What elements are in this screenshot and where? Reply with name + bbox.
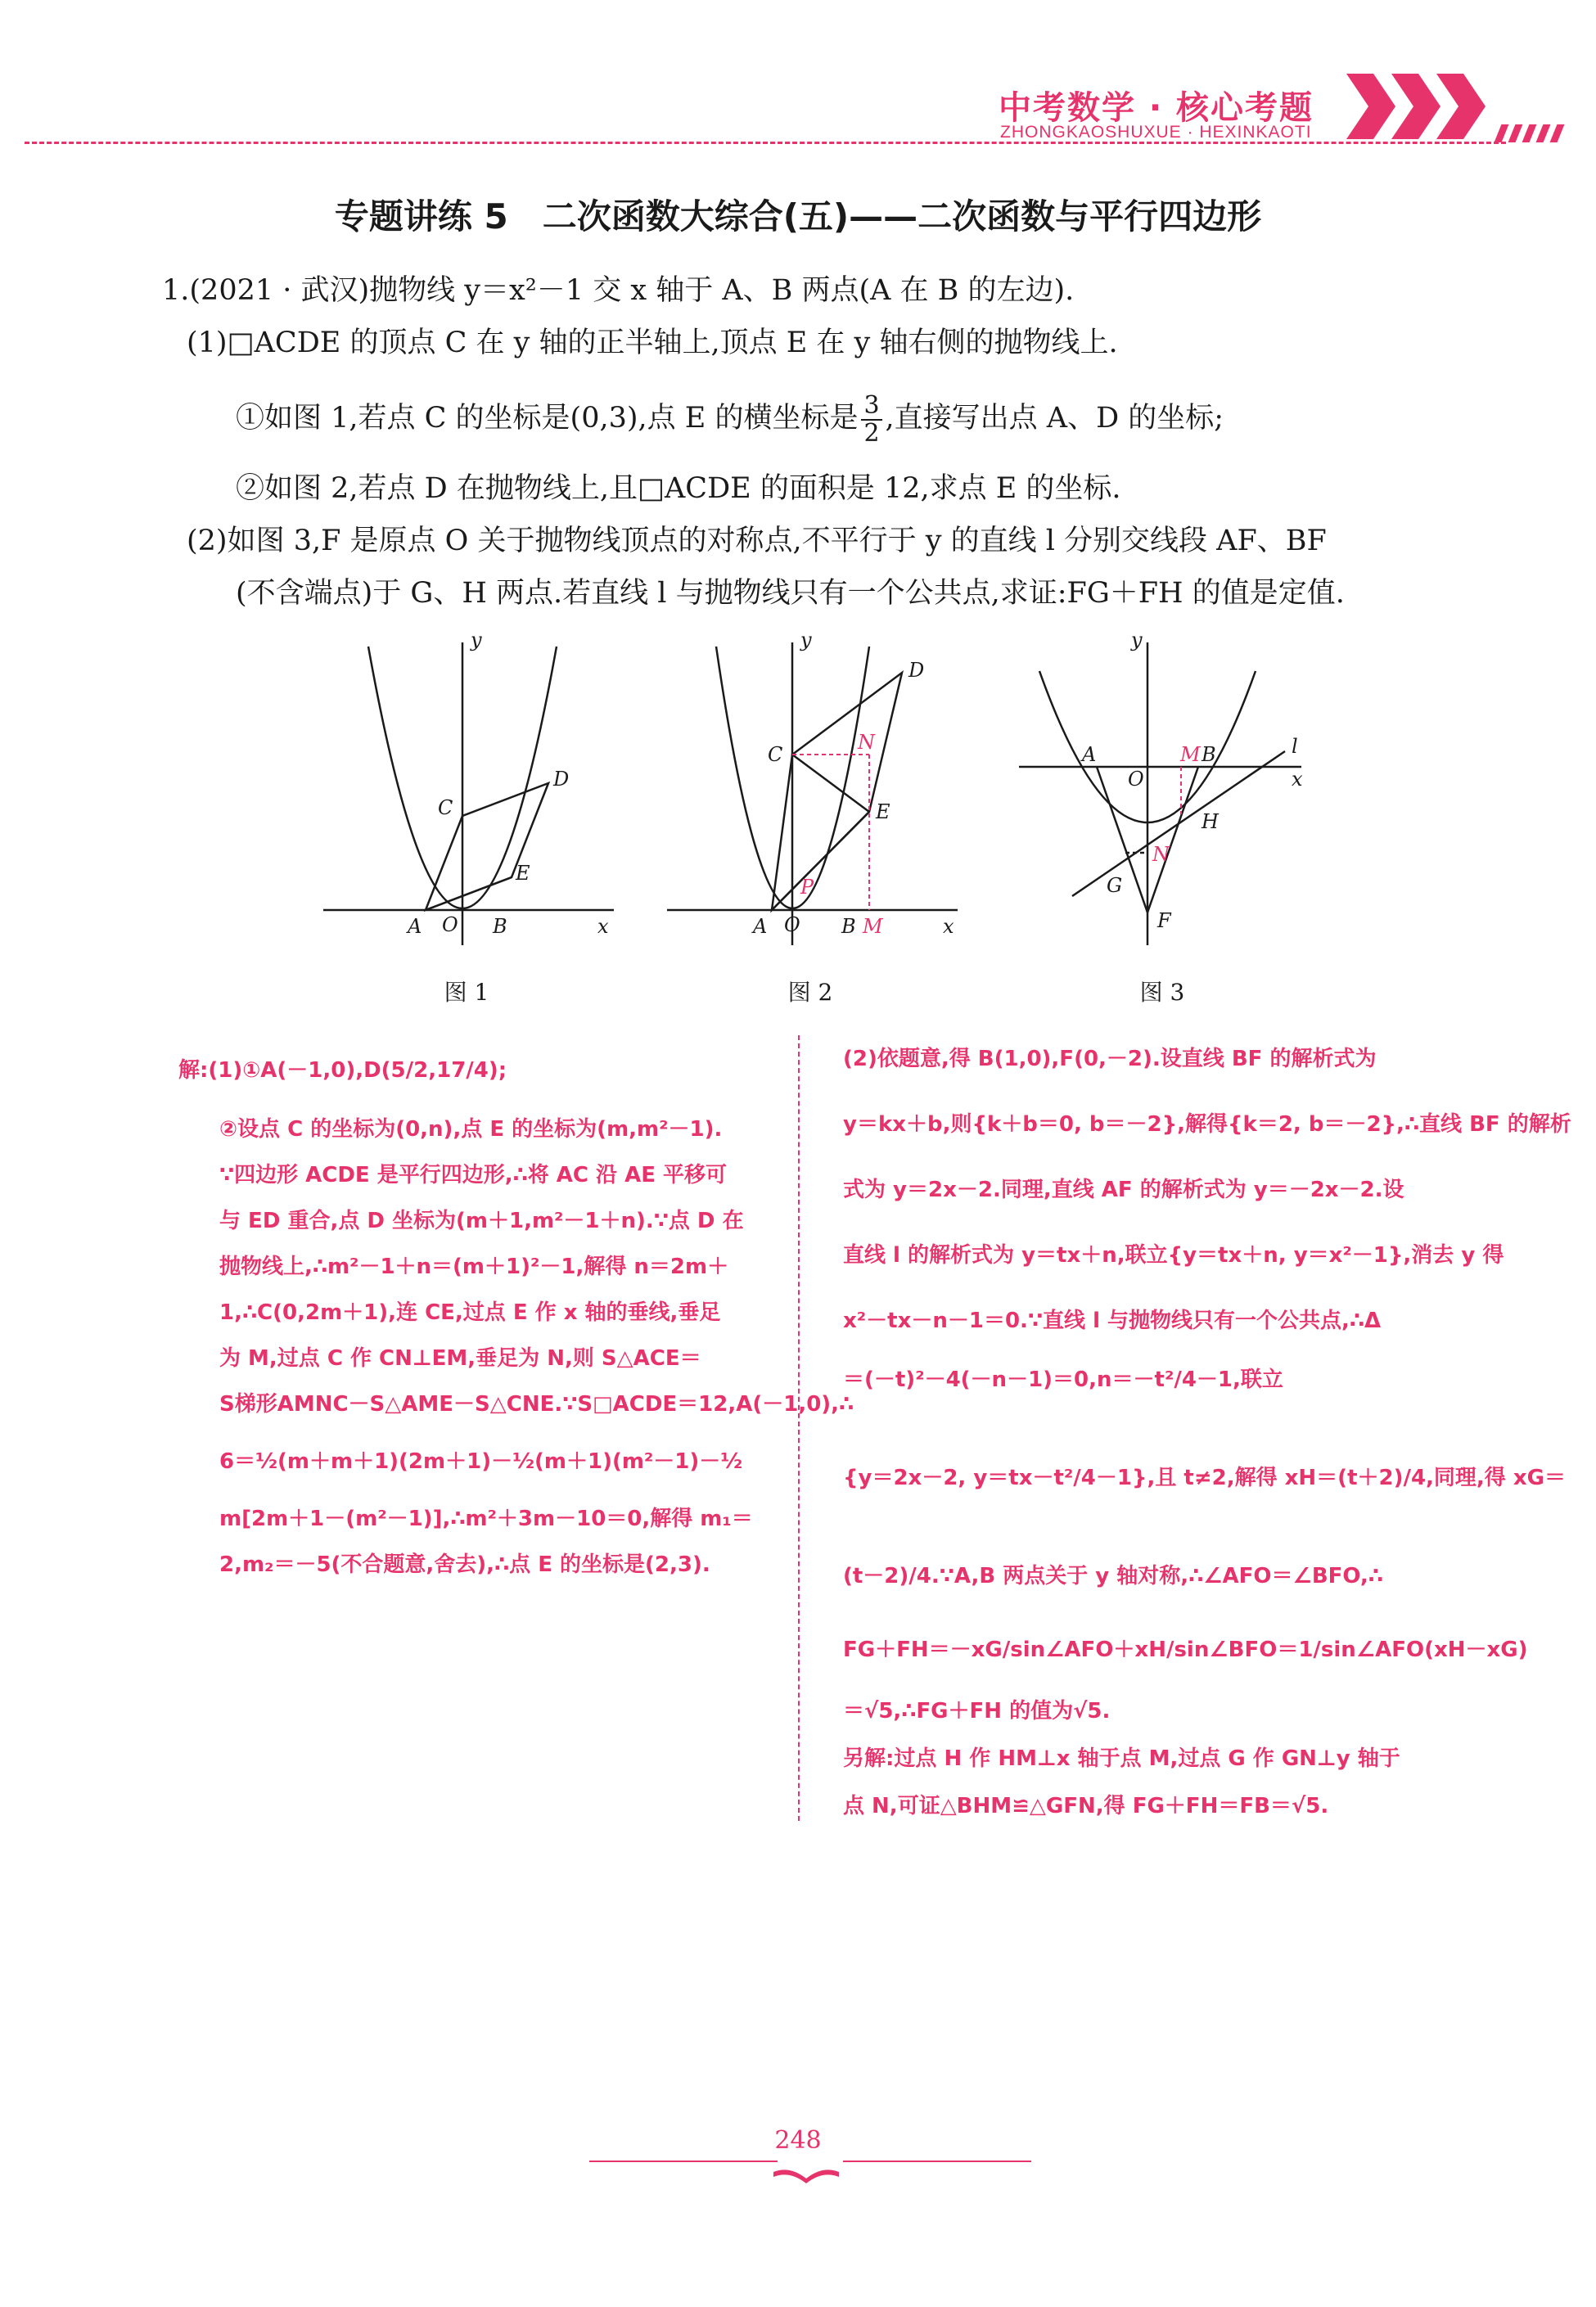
page-title: 专题讲练 5 二次函数大综合(五)——二次函数与平行四边形	[334, 196, 1262, 237]
label-m: M	[1180, 743, 1201, 766]
chevron-icon	[1346, 74, 1395, 139]
label-y: y	[1131, 629, 1143, 651]
question-line-3b: ,直接写出点 A、D 的坐标;	[885, 402, 1224, 435]
answer-left-line: 抛物线上,∴m²－1＋n＝(m＋1)²－1,解得 n＝2m＋	[219, 1255, 729, 1279]
answer-right-line: ＝(－t)²－4(－n－1)＝0,n＝－t²/4－1,联立	[843, 1368, 1283, 1392]
label-d: D	[553, 768, 570, 791]
column-divider	[798, 1035, 800, 1821]
fraction	[861, 393, 881, 446]
figure-3	[1007, 622, 1334, 1006]
figure-1	[311, 622, 638, 1006]
footer-line-right	[843, 2161, 1031, 2162]
fraction-numerator: 3	[861, 393, 881, 421]
answer-right-line: (2)依题意,得 B(1,0),F(0,－2).设直线 BF 的解析式为	[843, 1047, 1377, 1071]
label-y: y	[800, 629, 812, 651]
label-n: N	[858, 731, 875, 754]
question-line-4: ②如图 2,若点 D 在抛物线上,且□ACDE 的面积是 12,求点 E 的坐标.	[236, 472, 1121, 505]
label-o: O	[1128, 768, 1144, 791]
question-line-5: (2)如图 3,F 是原点 O 关于抛物线顶点的对称点,不平行于 y 的直线 l 分别交线段 AF、BF	[187, 525, 1327, 557]
question-line-1: 1.(2021 · 武汉)抛物线 y＝x²－1 交 x 轴于 A、B 两点(A 在 B 的左边).	[162, 274, 1075, 307]
label-o: O	[442, 913, 458, 936]
figure-1-caption: 图 1	[444, 979, 489, 1006]
header-divider	[25, 142, 1506, 144]
question-line-3a: ①如图 1,若点 C 的坐标是(0,3),点 E 的横坐标是	[236, 402, 859, 435]
figure-3-caption: 图 3	[1139, 979, 1185, 1006]
label-y: y	[471, 629, 482, 651]
answer-left-line: 2,m₂＝－5(不合题意,舍去),∴点 E 的坐标是(2,3).	[219, 1552, 710, 1577]
answer-left-line: 为 M,过点 C 作 CN⊥EM,垂足为 N,则 S△ACE＝	[219, 1346, 701, 1371]
label-a: A	[408, 915, 422, 938]
stripe-decoration	[1536, 124, 1551, 142]
answer-left-line: m[2m＋1－(m²－1)],∴m²＋3m－10＝0,解得 m₁＝	[219, 1507, 753, 1531]
question-line-2: (1)□ACDE 的顶点 C 在 y 轴的正半轴上,顶点 E 在 y 轴右侧的抛物线上.	[187, 327, 1118, 359]
answer-right-line: x²－tx－n－1＝0.∵直线 l 与抛物线只有一个公共点,∴Δ	[843, 1309, 1382, 1333]
question-line-6: (不含端点)于 G、H 两点.若直线 l 与抛物线只有一个公共点,求证:FG＋FH 的值是定值.	[236, 577, 1345, 610]
stripe-decoration	[1495, 124, 1509, 142]
label-n: N	[1152, 843, 1170, 866]
answer-right-line: {y＝2x－2, y＝tx－t²/4－1},且 t≠2,解得 xH＝(t＋2)/4,同理,得 xG＝	[843, 1466, 1566, 1490]
label-b: B	[493, 915, 507, 938]
answer-right-line: 点 N,可证△BHM≌△GFN,得 FG＋FH＝FB＝√5.	[843, 1794, 1329, 1818]
answer-right-line: FG＋FH＝－xG/sin∠AFO＋xH/sin∠BFO＝1/sin∠AFO(xH－xG)	[843, 1638, 1528, 1662]
answer-right-line: 式为 y＝2x－2.同理,直线 AF 的解析式为 y＝－2x－2.设	[843, 1178, 1404, 1202]
answer-left-line: 1,∴C(0,2m＋1),连 CE,过点 E 作 x 轴的垂线,垂足	[219, 1300, 721, 1325]
label-o: O	[784, 913, 800, 936]
label-b: B	[1202, 743, 1216, 766]
label-e: E	[876, 800, 890, 823]
label-e: E	[516, 862, 530, 885]
stripe-decoration	[1550, 124, 1565, 142]
label-f: F	[1157, 909, 1171, 932]
label-m: M	[863, 915, 883, 938]
label-a: A	[753, 915, 768, 938]
answer-left-line: 6＝½(m＋m＋1)(2m＋1)－½(m＋1)(m²－1)－½	[219, 1449, 743, 1474]
figure-2	[655, 622, 982, 1006]
label-b: B	[841, 915, 856, 938]
header-title-cn: 中考数学 · 核心考题	[999, 89, 1314, 127]
figure-2-caption: 图 2	[787, 979, 833, 1006]
chevron-icon	[1436, 74, 1486, 139]
line-l	[1072, 751, 1285, 896]
page-number: 248	[774, 2126, 822, 2155]
question-line-3	[236, 393, 1224, 446]
chevron-icon	[1391, 74, 1440, 139]
label-g: G	[1107, 874, 1123, 897]
header-title-en: ZHONGKAOSHUXUE · HEXINKAOTI	[1000, 123, 1312, 142]
answer-left-line: 与 ED 重合,点 D 坐标为(m＋1,m²－1＋n).∵点 D 在	[219, 1209, 744, 1233]
label-x: x	[943, 915, 954, 938]
label-c: C	[768, 743, 783, 766]
answer-left-line: ∵四边形 ACDE 是平行四边形,∴将 AC 沿 AE 平移可	[219, 1163, 728, 1187]
label-a: A	[1082, 743, 1097, 766]
segment-ae	[772, 812, 869, 910]
label-p: P	[800, 876, 814, 899]
label-x: x	[1292, 768, 1303, 791]
answer-right-line: 另解:过点 H 作 HM⊥x 轴于点 M,过点 G 作 GN⊥y 轴于	[843, 1746, 1400, 1771]
answer-right-line: (t－2)/4.∵A,B 两点关于 y 轴对称,∴∠AFO＝∠BFO,∴	[843, 1564, 1383, 1588]
answer-left-line: S梯形AMNC－S△AME－S△CNE.∵S□ACDE＝12,A(－1,0),∴	[219, 1392, 854, 1417]
footer-line-left	[589, 2161, 778, 2162]
label-l: l	[1292, 735, 1298, 758]
fraction-denominator: 2	[863, 418, 880, 448]
stripe-decoration	[1522, 124, 1537, 142]
answer-left-line: ②设点 C 的坐标为(0,n),点 E 的坐标为(m,m²－1).	[219, 1117, 723, 1142]
segment-ce	[792, 755, 869, 812]
answer-right-line: 直线 l 的解析式为 y＝tx＋n,联立{y＝tx＋n, y＝x²－1},消去 y 得	[843, 1243, 1504, 1268]
label-c: C	[438, 796, 453, 819]
segment-ae	[426, 877, 512, 910]
stripe-decoration	[1508, 124, 1523, 142]
label-h: H	[1202, 810, 1219, 833]
answer-right-line: y＝kx＋b,则{k＋b＝0, b＝－2},解得{k＝2, b＝－2},∴直线 BF 的解析	[843, 1112, 1571, 1137]
book-icon	[769, 2161, 843, 2185]
answer-left-line: 解:(1)①A(－1,0),D(5/2,17/4);	[178, 1058, 507, 1083]
answer-right-line: ＝√5,∴FG＋FH 的值为√5.	[843, 1699, 1111, 1723]
label-d: D	[908, 659, 925, 682]
label-x: x	[597, 915, 609, 938]
